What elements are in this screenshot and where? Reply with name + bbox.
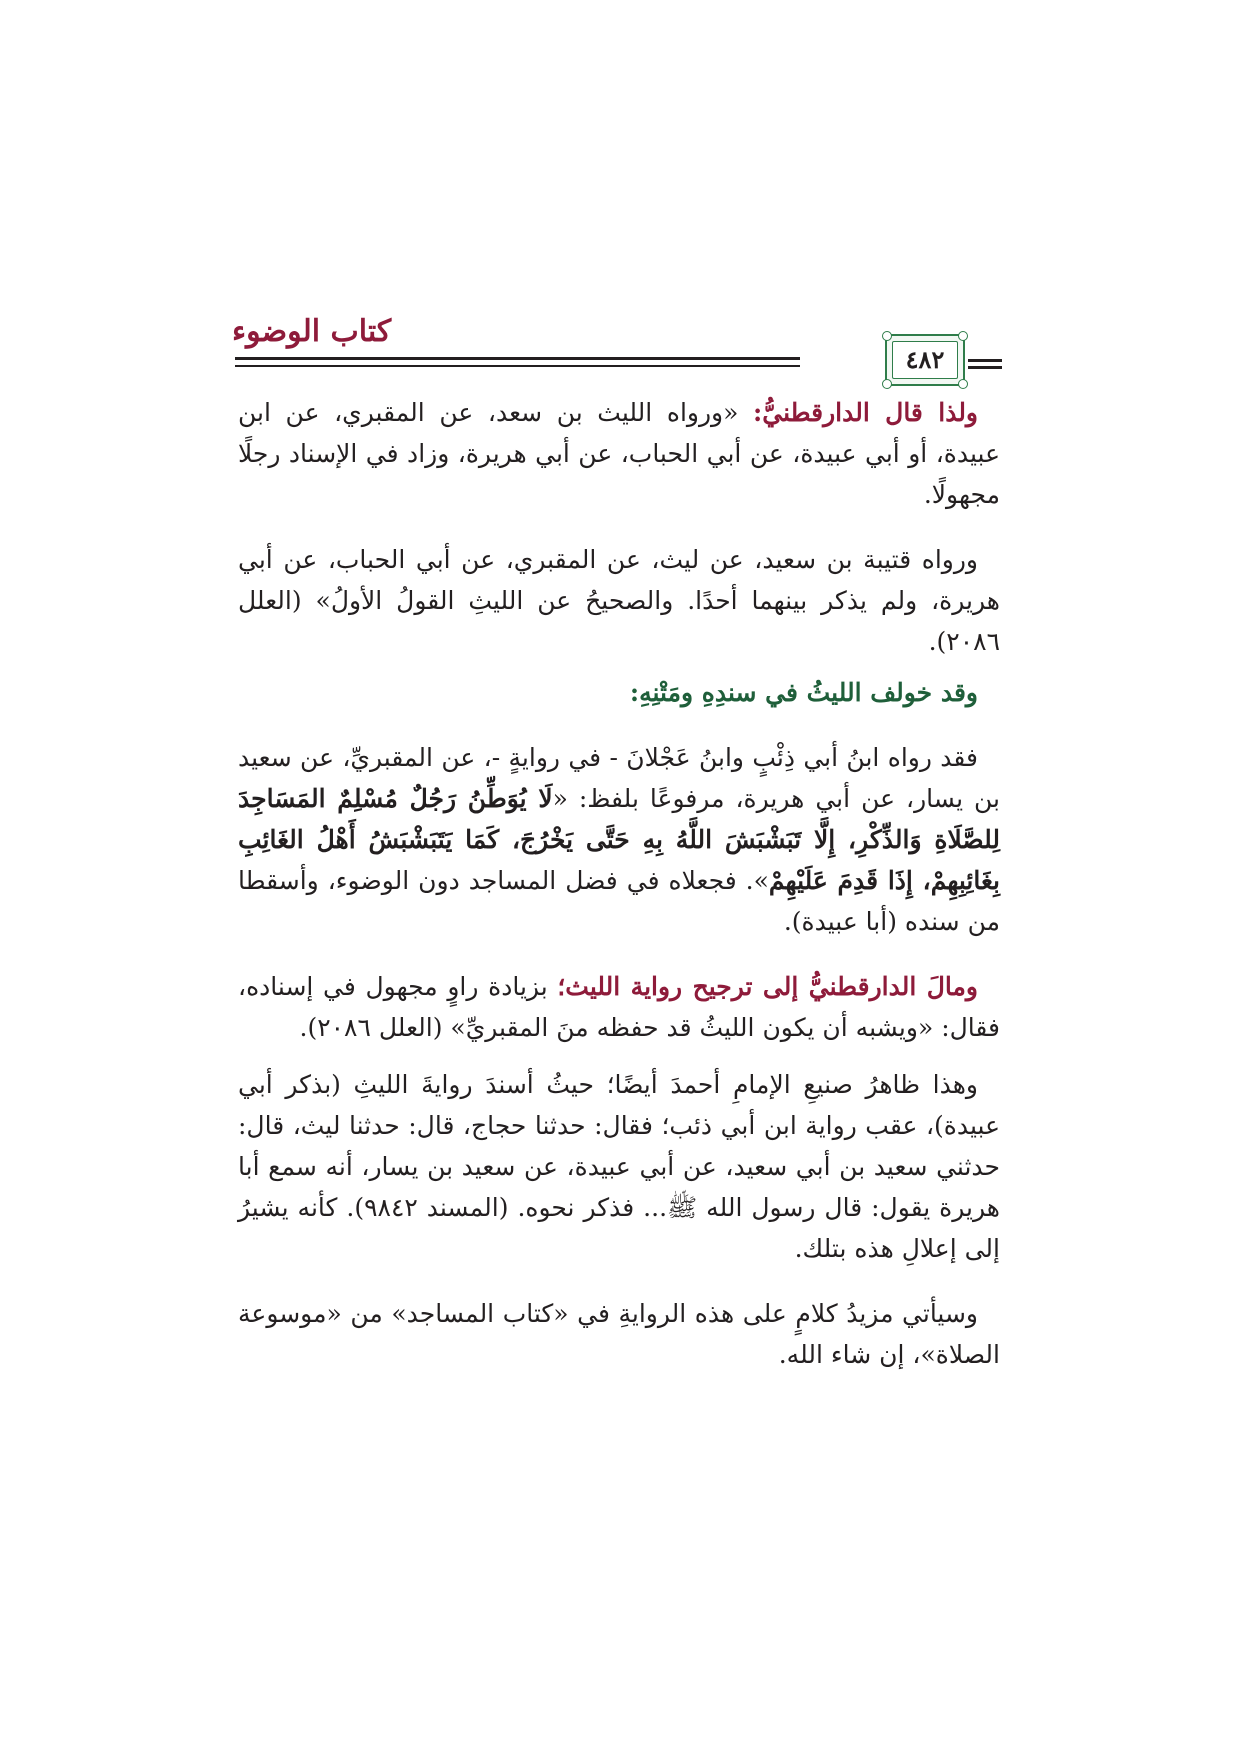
page-body	[238, 392, 1000, 1375]
paragraph-gap	[238, 1269, 1000, 1293]
page-number-frame	[885, 334, 965, 386]
paragraph-forthcoming-note	[238, 1293, 1000, 1375]
running-header-title: كتاب الوضوء	[232, 314, 392, 349]
paragraph-daraqutni-quote	[238, 392, 1000, 515]
page-number-box	[892, 341, 958, 379]
paragraph-text: بزيادة راوٍ مجهول في إسناده، فقال: «ويشبه أن يكون الليثُ قد حفظه منَ المقبريِّ» (العلل ٢٠٨٦).	[238, 972, 1000, 1042]
paragraph-qutayba-narration	[238, 539, 1000, 662]
header-rule-right-upper	[968, 359, 1002, 362]
section-heading: وقد خولف الليثُ في سندِهِ ومَتْنِهِ:	[629, 678, 978, 707]
header-rule-thick	[235, 357, 800, 360]
header-rule-thin	[235, 365, 800, 367]
paragraph-gap	[238, 1048, 1000, 1064]
paragraph-gap	[238, 515, 1000, 539]
paragraph-ahmad-musnad	[238, 1064, 1000, 1269]
frame-corner-ornament-icon	[958, 379, 968, 389]
paragraph-text: فقد رواه ابنُ أبي ذِئْبٍ وابنُ عَجْلانَ - في روايةٍ -، عن المقبريِّ، عن سعيد بن يسار، عن أبي هريرة، مرفوعًا بلفظ: «	[238, 743, 1000, 813]
paragraph-text: وسيأتي مزيدُ كلامٍ على هذه الروايةِ في «كتاب المساجد» من «موسوعة الصلاة»، إن شاء الله.	[238, 1299, 1000, 1369]
paragraph-text: «ورواه الليث بن سعد، عن المقبري، عن ابن عبيدة، أو أبي عبيدة، عن أبي الحباب، عن أبي هريرة، وزاد في الإسناد رجلًا مجهولًا.	[238, 398, 1000, 509]
paragraph-gap	[238, 713, 1000, 737]
paragraph-text: ورواه قتيبة بن سعيد، عن ليث، عن المقبري، عن أبي الحباب، عن أبي هريرة، ولم يذكر بينهما أحدًا. والصحيحُ عن الليثِ القولُ الأولُ» (العلل ٢٠٨٦).	[238, 545, 1000, 656]
paragraph-lead: ومالَ الدارقطنيُّ إلى ترجيح رواية الليث؛	[557, 972, 978, 1001]
paragraph-ibn-abi-dhib-narration	[238, 737, 1000, 942]
header-rule-right-lower	[968, 366, 1002, 369]
paragraph-text: ». فجعلاه في فضل المساجد دون الوضوء، وأسقطا من سنده (أبا عبيدة).	[238, 866, 1000, 936]
paragraph-gap	[238, 662, 1000, 672]
paragraph-lead: ولذا قال الدارقطنيُّ:	[753, 398, 979, 427]
paragraph-text: وهذا ظاهرُ صنيعِ الإمامِ أحمدَ أيضًا؛ حيثُ أسندَ روايةَ الليثِ (بذكر أبي عبيدة)، عقب رواية ابن أبي ذئب؛ فقال: حدثنا حجاج، قال: حدثنا ليث، قال: حدثني سعيد بن أبي سعيد، عن أبي عبيدة، عن سعيد بن يسار، أنه سمع أبا هريرة يقول: قال رسول الله ﷺ... فذكر نحوه. (المسند ٩٨٤٢). كأنه يشيرُ إلى إعلالِ هذه بتلك.	[238, 1070, 1000, 1263]
frame-corner-ornament-icon	[882, 379, 892, 389]
paragraph-daraqutni-preference	[238, 966, 1000, 1048]
hadith-text: لَا يُوَطِّنُ رَجُلٌ مُسْلِمٌ المَسَاجِدَ لِلصَّلَاةِ وَالذِّكْرِ، إِلَّا تَبَشْبَشَ اللَّهُ بِهِ حَتَّى يَخْرُجَ، كَمَا يَتَبَشْبَشُ أَهْلُ الغَائِبِ بِغَائِبِهِمْ، إِذَا قَدِمَ عَلَيْهِمْ	[238, 784, 1000, 895]
paragraph-gap	[238, 942, 1000, 966]
page-number: ٤٨٢	[905, 345, 945, 374]
frame-corner-ornament-icon	[882, 331, 892, 341]
frame-corner-ornament-icon	[958, 331, 968, 341]
